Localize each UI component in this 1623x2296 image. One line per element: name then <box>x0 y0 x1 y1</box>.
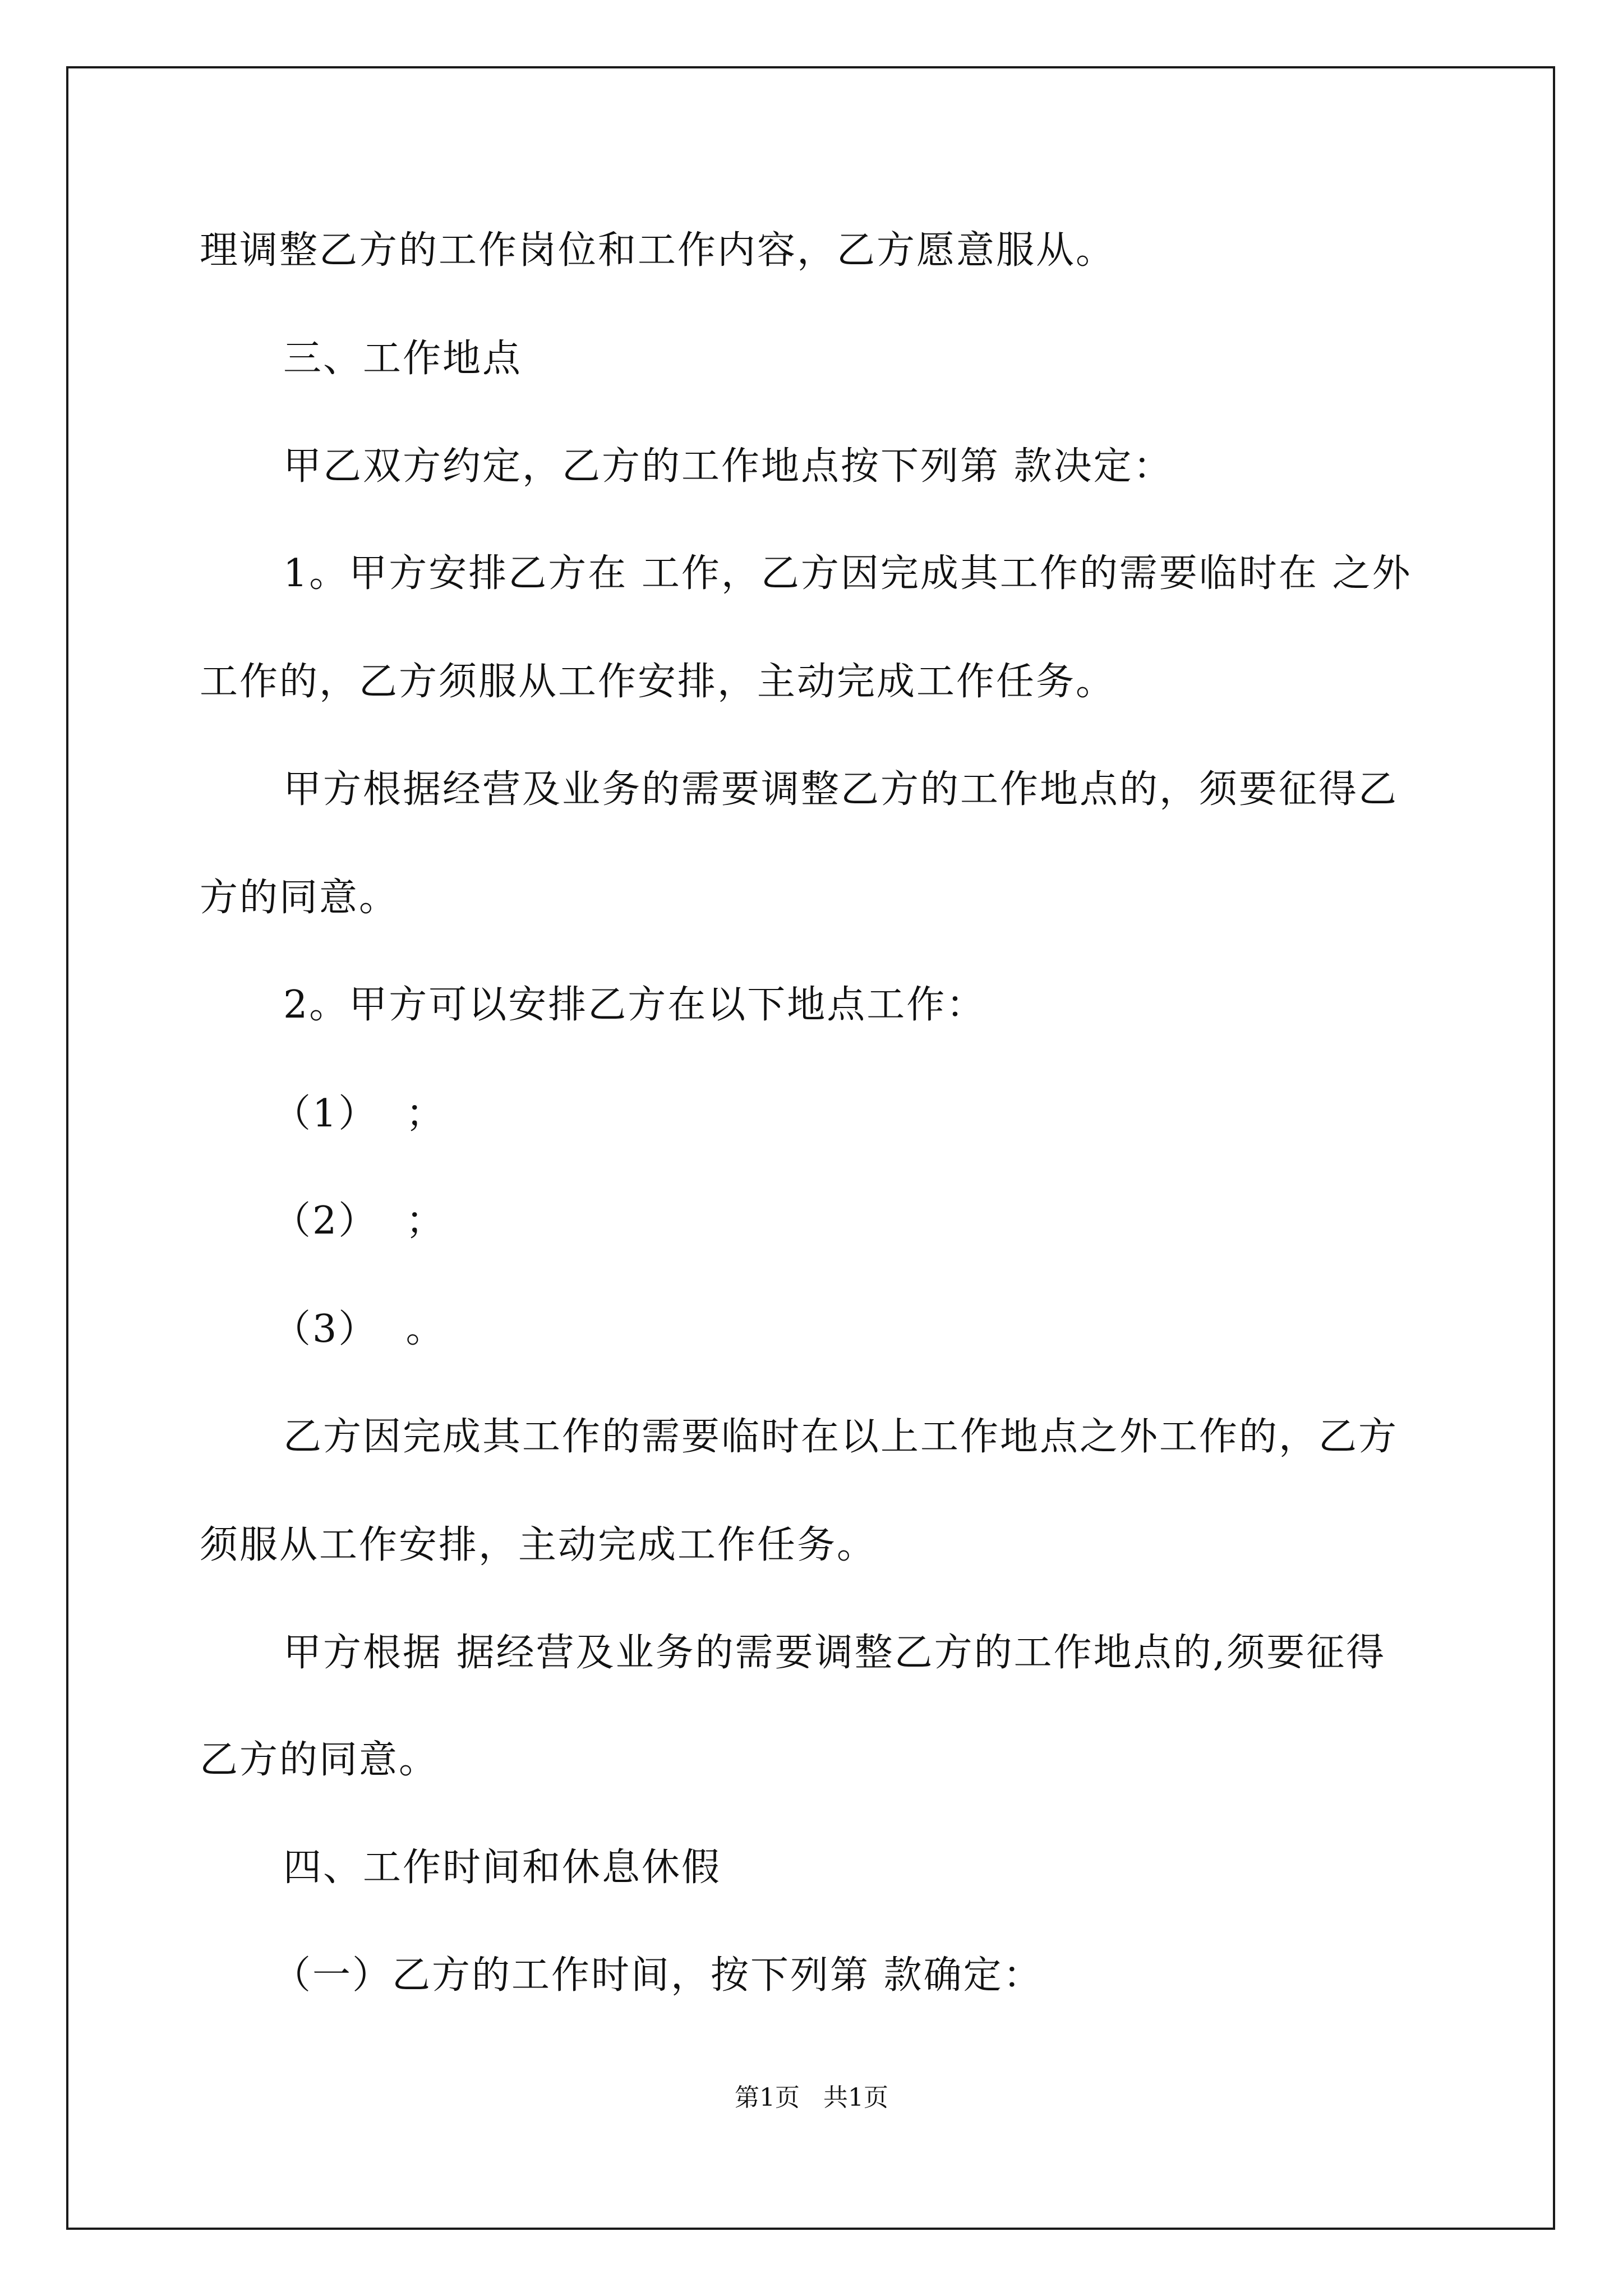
list-item: （2） ； <box>273 1199 446 1243</box>
page-border <box>66 66 1555 2230</box>
paragraph-line: 2。甲方可以安排乙方在以下地点工作： <box>283 983 986 1027</box>
paragraph-line: 方的同意。 <box>200 876 399 920</box>
paragraph-line: （一）乙方的工作时间，按下列第 款确定： <box>273 1953 1043 1998</box>
paragraph-line: 须服从工作安排，主动完成工作任务。 <box>200 1523 877 1567</box>
paragraph-line: 甲方根据经营及业务的需要调整乙方的工作地点的，须要征得乙 <box>283 767 1399 812</box>
paragraph-line: 乙方因完成其工作的需要临时在以上工作地点之外工作的，乙方 <box>283 1415 1399 1459</box>
section-heading-work-hours: 四、工作时间和休息休假 <box>283 1846 722 1890</box>
paragraph-line: 1。甲方安排乙方在 工作，乙方因完成其工作的需要临时在 之外 <box>283 551 1412 596</box>
list-item: （3） 。 <box>273 1307 446 1351</box>
list-item: （1） ； <box>273 1092 446 1136</box>
page-footer: 第1页 共1页 <box>735 2083 888 2112</box>
paragraph-line: 理调整乙方的工作岗位和工作内容，乙方愿意服从。 <box>200 228 1116 273</box>
paragraph-line: 工作的，乙方须服从工作安排，主动完成工作任务。 <box>200 660 1116 704</box>
paragraph-line: 甲乙双方约定，乙方的工作地点按下列第 款决定： <box>283 444 1173 489</box>
paragraph-line: 乙方的同意。 <box>200 1738 439 1782</box>
section-heading-work-location: 三、工作地点 <box>283 337 523 381</box>
paragraph-line: 甲方根据 据经营及业务的需要调整乙方的工作地点的,须要征得 <box>283 1631 1386 1675</box>
